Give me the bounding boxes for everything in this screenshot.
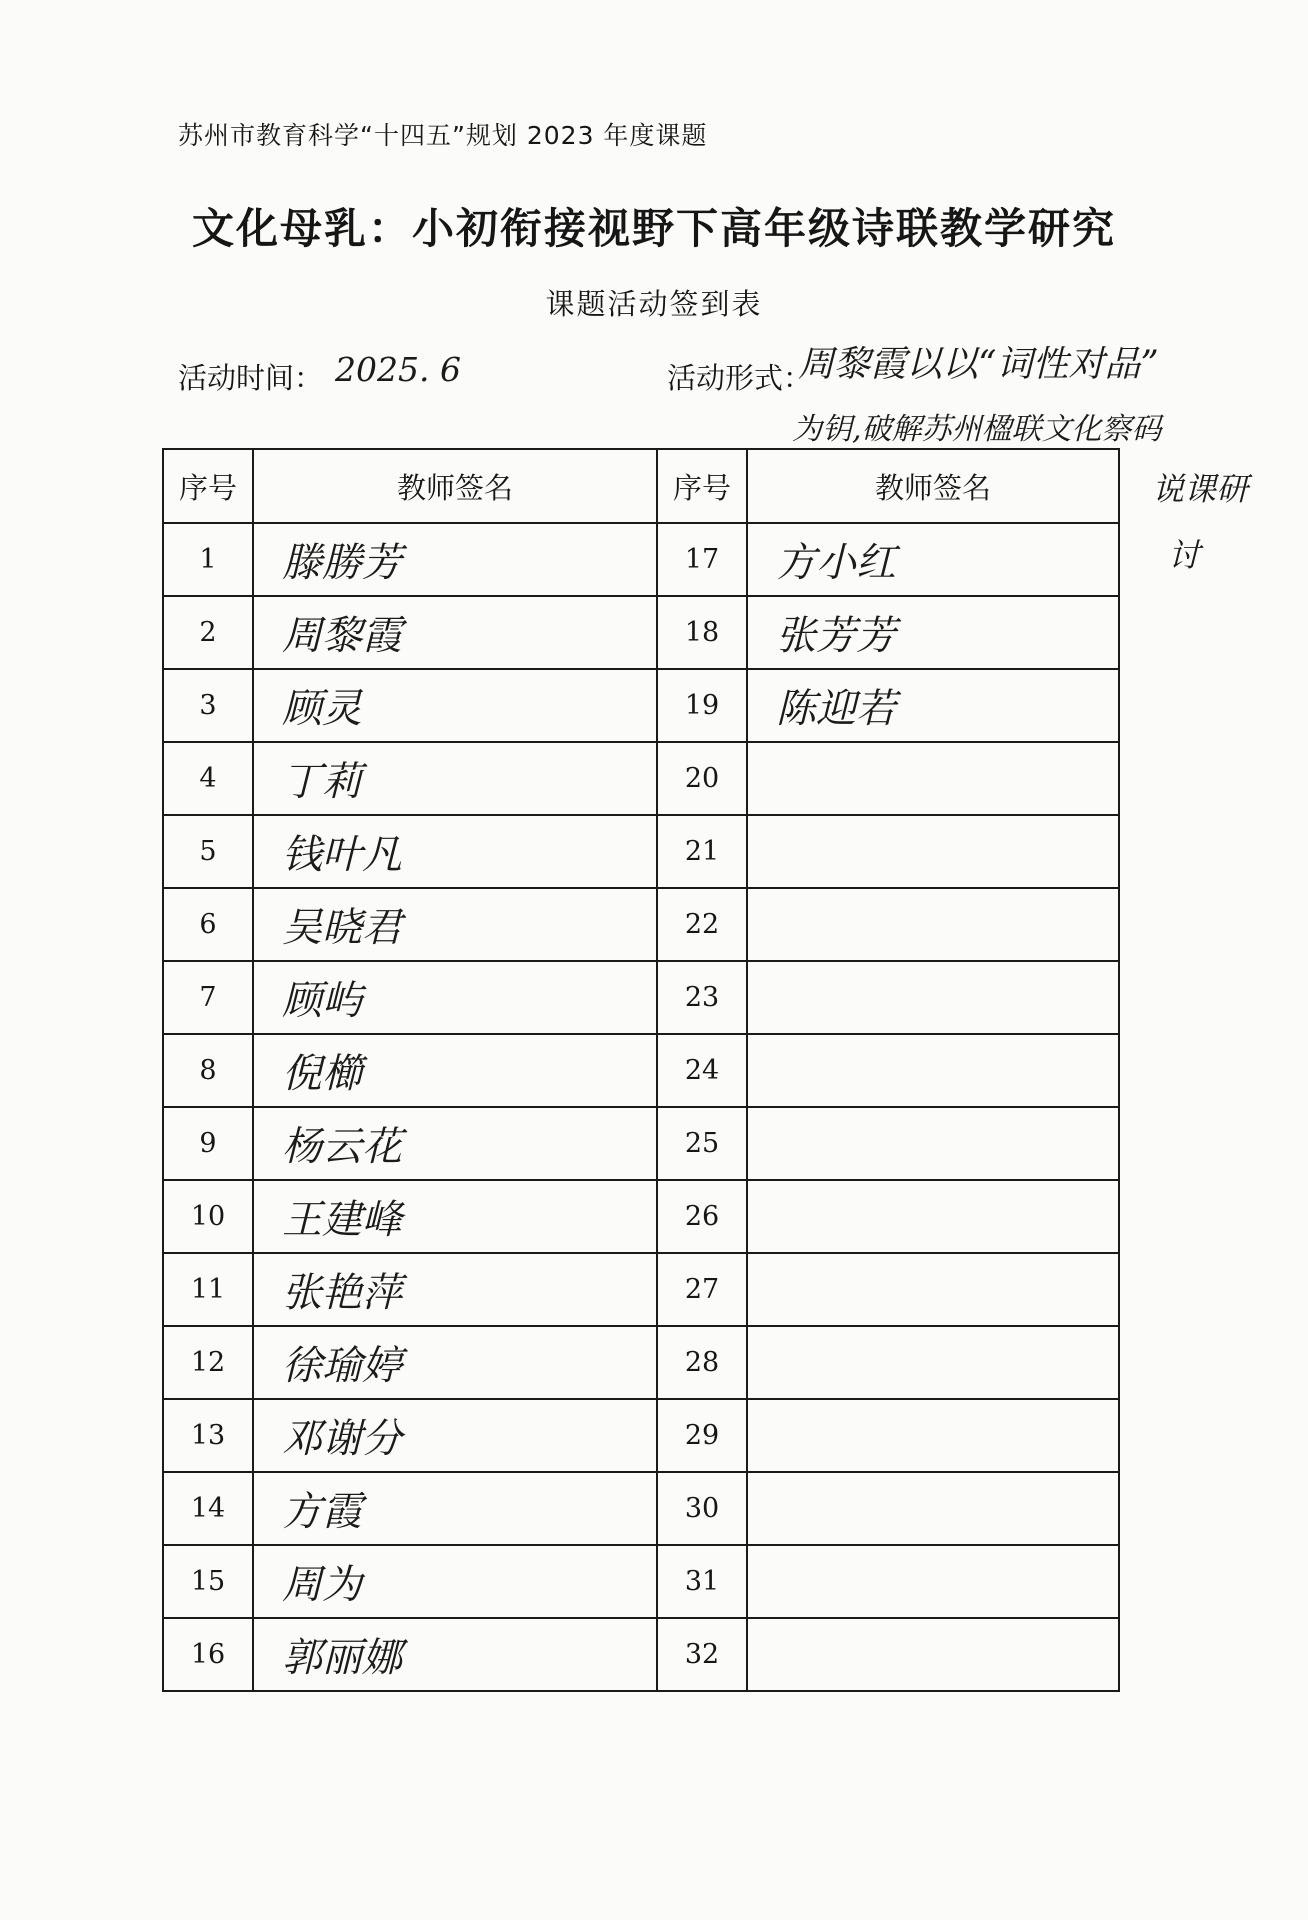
- row-number-right: 18: [657, 596, 747, 669]
- row-number-left: 9: [163, 1107, 253, 1180]
- row-number-left: 5: [163, 815, 253, 888]
- teacher-signature-left[interactable]: 周黎霞: [253, 596, 657, 669]
- row-number-right: 20: [657, 742, 747, 815]
- teacher-signature-right[interactable]: 陈迎若: [747, 669, 1119, 742]
- row-number-right: 29: [657, 1399, 747, 1472]
- teacher-signature-right[interactable]: [747, 1326, 1119, 1399]
- teacher-signature-right[interactable]: [747, 1472, 1119, 1545]
- row-number-left: 4: [163, 742, 253, 815]
- table-row: [163, 669, 1119, 742]
- teacher-signature-left[interactable]: 丁莉: [253, 742, 657, 815]
- teacher-signature-right[interactable]: [747, 1180, 1119, 1253]
- teacher-signature-left[interactable]: 邓谢分: [253, 1399, 657, 1472]
- table-row: [163, 888, 1119, 961]
- teacher-signature-left[interactable]: 方霞: [253, 1472, 657, 1545]
- header-signature-left: 教师签名: [253, 449, 657, 523]
- row-number-right: 31: [657, 1545, 747, 1618]
- row-number-right: 26: [657, 1180, 747, 1253]
- teacher-signature-left[interactable]: 倪櫛: [253, 1034, 657, 1107]
- teacher-signature-right[interactable]: [747, 742, 1119, 815]
- row-number-left: 13: [163, 1399, 253, 1472]
- header-line: 苏州市教育科学“十四五”规划 2023 年度课题: [178, 121, 708, 150]
- table-row: [163, 1618, 1119, 1691]
- table-row: [163, 523, 1119, 596]
- teacher-signature-left[interactable]: 王建峰: [253, 1180, 657, 1253]
- table-header-row: [163, 449, 1119, 523]
- teacher-signature-right[interactable]: [747, 1618, 1119, 1691]
- document-subtitle: 课题活动签到表: [545, 287, 763, 321]
- teacher-signature-left[interactable]: 顾灵: [253, 669, 657, 742]
- table-body: [163, 523, 1119, 1691]
- table-row: [163, 1472, 1119, 1545]
- table-row: [163, 596, 1119, 669]
- teacher-signature-right[interactable]: [747, 1034, 1119, 1107]
- row-number-left: 10: [163, 1180, 253, 1253]
- header-signature-right: 教师签名: [747, 449, 1119, 523]
- row-number-left: 16: [163, 1618, 253, 1691]
- teacher-signature-right[interactable]: 方小红: [747, 523, 1119, 596]
- teacher-signature-left[interactable]: 徐瑜婷: [253, 1326, 657, 1399]
- activity-time-value: 2025. 6: [335, 350, 461, 389]
- header-serial-right: 序号: [657, 449, 747, 523]
- row-number-left: 8: [163, 1034, 253, 1107]
- row-number-right: 32: [657, 1618, 747, 1691]
- row-number-left: 6: [163, 888, 253, 961]
- row-number-right: 25: [657, 1107, 747, 1180]
- teacher-signature-right[interactable]: [747, 1253, 1119, 1326]
- document-title: 文化母乳：小初衔接视野下高年级诗联教学研究: [191, 204, 1116, 253]
- teacher-signature-right[interactable]: [747, 1399, 1119, 1472]
- row-number-left: 3: [163, 669, 253, 742]
- row-number-right: 21: [657, 815, 747, 888]
- row-number-right: 17: [657, 523, 747, 596]
- row-number-right: 30: [657, 1472, 747, 1545]
- activity-form-label: 活动形式：: [667, 361, 813, 395]
- teacher-signature-right[interactable]: [747, 1107, 1119, 1180]
- teacher-signature-right[interactable]: [747, 1545, 1119, 1618]
- row-number-right: 28: [657, 1326, 747, 1399]
- table-row: [163, 1107, 1119, 1180]
- table-row: [163, 815, 1119, 888]
- table-row: [163, 961, 1119, 1034]
- table-row: [163, 1034, 1119, 1107]
- teacher-signature-left[interactable]: 周为: [253, 1545, 657, 1618]
- row-number-right: 27: [657, 1253, 747, 1326]
- teacher-signature-left[interactable]: 滕勝芳: [253, 523, 657, 596]
- teacher-signature-right[interactable]: [747, 815, 1119, 888]
- activity-form-line-1: 周黎霞以以“词性对品”: [798, 344, 1159, 385]
- row-number-left: 14: [163, 1472, 253, 1545]
- activity-time-label: 活动时间：: [178, 361, 324, 395]
- table-row: [163, 1253, 1119, 1326]
- signin-table: [162, 448, 1120, 1692]
- row-number-right: 19: [657, 669, 747, 742]
- table-row: [163, 742, 1119, 815]
- row-number-left: 1: [163, 523, 253, 596]
- row-number-right: 24: [657, 1034, 747, 1107]
- row-number-left: 15: [163, 1545, 253, 1618]
- teacher-signature-left[interactable]: 张艳萍: [253, 1253, 657, 1326]
- activity-form-line-2: 为钥,破解苏州楹联文化察码: [792, 412, 1162, 447]
- table-row: [163, 1545, 1119, 1618]
- table-row: [163, 1180, 1119, 1253]
- teacher-signature-right[interactable]: [747, 961, 1119, 1034]
- teacher-signature-left[interactable]: 钱叶凡: [253, 815, 657, 888]
- row-number-left: 7: [163, 961, 253, 1034]
- teacher-signature-right[interactable]: 张芳芳: [747, 596, 1119, 669]
- teacher-signature-left[interactable]: 郭丽娜: [253, 1618, 657, 1691]
- row-number-right: 23: [657, 961, 747, 1034]
- row-number-left: 11: [163, 1253, 253, 1326]
- table-row: [163, 1399, 1119, 1472]
- row-number-left: 12: [163, 1326, 253, 1399]
- teacher-signature-left[interactable]: 杨云花: [253, 1107, 657, 1180]
- teacher-signature-right[interactable]: [747, 888, 1119, 961]
- teacher-signature-left[interactable]: 吴晓君: [253, 888, 657, 961]
- activity-form-line-3: 说课研: [1152, 470, 1249, 508]
- header-serial-left: 序号: [163, 449, 253, 523]
- teacher-signature-left[interactable]: 顾屿: [253, 961, 657, 1034]
- activity-form-line-4: 讨: [1168, 536, 1201, 574]
- row-number-right: 22: [657, 888, 747, 961]
- table-row: [163, 1326, 1119, 1399]
- row-number-left: 2: [163, 596, 253, 669]
